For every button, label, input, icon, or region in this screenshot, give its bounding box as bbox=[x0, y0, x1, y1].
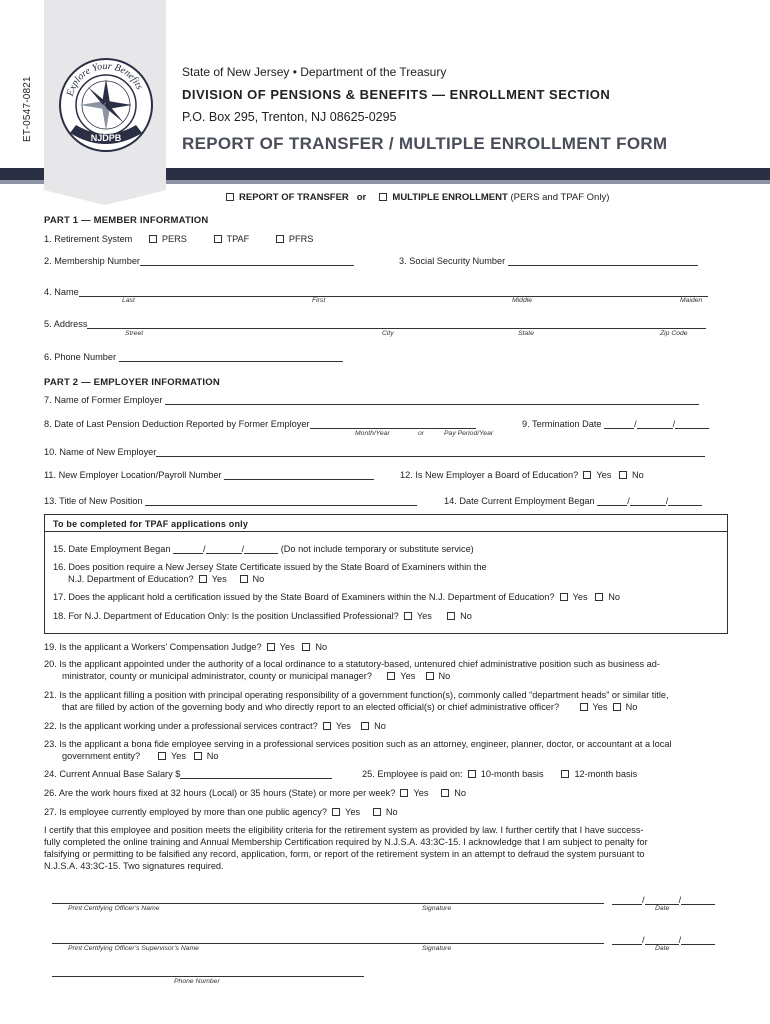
employment-began-month[interactable] bbox=[597, 497, 627, 506]
address-zip-caption: Zip Code bbox=[660, 330, 688, 337]
no-label: No bbox=[374, 721, 386, 731]
no-label: No bbox=[454, 788, 466, 798]
ssn-field[interactable] bbox=[508, 257, 698, 266]
phone-label: 6. Phone Number bbox=[44, 352, 117, 362]
yes-label: Yes bbox=[335, 721, 351, 731]
new-employer-label: 10. Name of New Employer bbox=[44, 447, 157, 457]
yes-label: Yes bbox=[211, 574, 227, 584]
termination-date-year[interactable] bbox=[675, 420, 709, 429]
new-employer-row bbox=[44, 447, 705, 457]
employment-began-row: 14. Date Current Employment Began / / bbox=[444, 496, 702, 506]
employment-began-year[interactable] bbox=[668, 497, 702, 506]
officer-date-caption: Date bbox=[655, 905, 670, 912]
services-contract-label: 22. Is the applicant working under a professional services contract? bbox=[44, 721, 318, 731]
yes-label: Yes bbox=[572, 592, 588, 602]
local-ordinance-label: ministrator, county or municipal administrator, county or municipal manager? bbox=[62, 671, 372, 681]
no-label: No bbox=[315, 642, 328, 652]
state-line: State of New Jersey • Department of the Treasury bbox=[182, 65, 447, 79]
tpaf-employment-began-year[interactable] bbox=[244, 545, 278, 554]
pers-label: PERS bbox=[161, 234, 187, 244]
membership-number-row bbox=[44, 256, 354, 266]
board-of-education-no-checkbox[interactable] bbox=[619, 471, 627, 479]
yes-label: Yes bbox=[171, 751, 187, 761]
multiple-agency-row bbox=[44, 807, 398, 817]
officer-date-year[interactable] bbox=[681, 896, 715, 905]
form-type-choice bbox=[226, 192, 609, 203]
yes-label: Yes bbox=[592, 702, 608, 712]
yes-label: Yes bbox=[279, 642, 295, 652]
multiple-enrollment-note: (PERS and TPAF Only) bbox=[510, 192, 610, 203]
unclassified-professional-no-checkbox[interactable] bbox=[447, 612, 455, 620]
work-hours-yes-checkbox[interactable] bbox=[400, 789, 408, 797]
or-label: or bbox=[356, 192, 367, 203]
no-label: No bbox=[438, 671, 451, 681]
unclassified-professional-label: 18. For N.J. Department of Education Only: Is the position Unclassified Professional? bbox=[53, 611, 399, 621]
employment-began-day[interactable] bbox=[630, 497, 666, 506]
payroll-number-row bbox=[44, 470, 374, 480]
workers-comp-judge-label: 19. Is the applicant a Workers’ Compensation Judge? bbox=[44, 642, 262, 652]
bona-fide-employee-label: government entity? bbox=[62, 751, 141, 761]
payroll-number-label: 11. New Employer Location/Payroll Number bbox=[44, 470, 222, 480]
pay-period-caption: Pay Period/Year bbox=[444, 430, 494, 437]
name-first-caption: First bbox=[312, 297, 326, 304]
pfrs-checkbox[interactable] bbox=[276, 235, 284, 243]
name-middle-caption: Middle bbox=[512, 297, 533, 304]
board-of-education-label: 12. Is New Employer a Board of Education? bbox=[400, 470, 579, 480]
local-ordinance-no-checkbox[interactable] bbox=[426, 672, 434, 680]
department-head-row bbox=[62, 702, 637, 712]
bona-fide-employee-yes-checkbox[interactable] bbox=[158, 752, 166, 760]
local-ordinance-yes-checkbox[interactable] bbox=[387, 672, 395, 680]
former-employer-row bbox=[44, 395, 699, 405]
supervisor-date-row: / / bbox=[612, 935, 715, 945]
supervisor-date-month[interactable] bbox=[612, 936, 642, 945]
pers-checkbox[interactable] bbox=[149, 235, 157, 243]
supervisor-name-field[interactable] bbox=[52, 943, 604, 944]
officer-signature-caption: Signature bbox=[422, 905, 452, 912]
services-contract-row bbox=[44, 721, 386, 731]
name-row bbox=[44, 287, 708, 297]
termination-date-row: 9. Termination Date / / bbox=[522, 419, 709, 429]
phone-number-signature-field[interactable] bbox=[52, 976, 364, 977]
employment-began-label: 14. Date Current Employment Began bbox=[444, 496, 595, 506]
annual-salary-row bbox=[44, 769, 332, 779]
address-city-caption: City bbox=[382, 330, 394, 337]
annual-salary-label: 24. Current Annual Base Salary $ bbox=[44, 769, 181, 779]
twelve-month-label: 12-month basis bbox=[574, 769, 638, 779]
state-certificate-row bbox=[68, 574, 264, 584]
holds-certification-row bbox=[53, 592, 620, 602]
mailing-address: P.O. Box 295, Trenton, NJ 08625-0295 bbox=[182, 110, 397, 124]
workers-comp-judge-yes-checkbox[interactable] bbox=[267, 643, 275, 651]
work-hours-row bbox=[44, 788, 466, 798]
payroll-number-field[interactable] bbox=[224, 471, 374, 480]
phone-field[interactable] bbox=[119, 353, 343, 362]
unclassified-professional-yes-checkbox[interactable] bbox=[404, 612, 412, 620]
certification-statement bbox=[44, 824, 728, 872]
new-position-title-field[interactable] bbox=[145, 497, 417, 506]
former-employer-label: 7. Name of Former Employer bbox=[44, 395, 163, 405]
ten-month-label: 10-month basis bbox=[480, 769, 544, 779]
multiple-agency-no-checkbox[interactable] bbox=[373, 808, 381, 816]
no-label: No bbox=[608, 592, 621, 602]
workers-comp-judge-row bbox=[44, 642, 327, 652]
phone-number-caption: Phone Number bbox=[174, 978, 220, 985]
officer-date-day[interactable] bbox=[645, 896, 679, 905]
new-position-title-label: 13. Title of New Position bbox=[44, 496, 143, 506]
address-label: 5. Address bbox=[44, 319, 88, 329]
tpaf-checkbox[interactable] bbox=[214, 235, 222, 243]
no-label: No bbox=[385, 807, 398, 817]
multiple-enrollment-checkbox[interactable] bbox=[379, 193, 387, 201]
pfrs-label: PFRS bbox=[288, 234, 314, 244]
termination-date-label: 9. Termination Date bbox=[522, 419, 602, 429]
supervisor-date-caption: Date bbox=[655, 945, 670, 952]
no-label: No bbox=[460, 611, 472, 621]
supervisor-name-caption: Print Certifying Officer’s Supervisor’s Name bbox=[68, 945, 199, 952]
yes-label: Yes bbox=[400, 671, 416, 681]
yes-label: Yes bbox=[416, 611, 432, 621]
address-field[interactable] bbox=[87, 320, 706, 329]
form-title: REPORT OF TRANSFER / MULTIPLE ENROLLMENT FORM bbox=[182, 134, 668, 153]
tpaf-employment-began-month[interactable] bbox=[173, 545, 203, 554]
retirement-system-label: 1. Retirement System bbox=[44, 234, 133, 244]
work-hours-label: 26. Are the work hours fixed at 32 hours (Local) or 35 hours (State) or more per week? bbox=[44, 788, 396, 798]
ssn-row bbox=[399, 256, 698, 266]
tpaf-employment-began-row: 15. Date Employment Began / / (Do not include temporary or substitute service) bbox=[53, 544, 474, 554]
address-state-caption: State bbox=[518, 330, 534, 337]
twelve-month-checkbox[interactable] bbox=[561, 770, 569, 778]
tpaf-title: To be completed for TPAF applications only bbox=[53, 519, 249, 529]
month-year-caption: Month/Year bbox=[355, 430, 390, 437]
state-certificate-question: 16. Does position require a New Jersey State Certificate issued by the State Board of Examiners within the bbox=[53, 562, 487, 572]
last-deduction-row bbox=[44, 419, 476, 429]
no-label: No bbox=[632, 470, 644, 480]
paid-basis-label: 25. Employee is paid on: bbox=[362, 769, 463, 779]
holds-certification-label: 17. Does the applicant hold a certification issued by the State Board of Examiners within the N.J. Department of Education? bbox=[53, 592, 555, 602]
membership-number-label: 2. Membership Number bbox=[44, 256, 140, 266]
tpaf-label: TPAF bbox=[226, 234, 250, 244]
services-contract-yes-checkbox[interactable] bbox=[323, 722, 331, 730]
address-row bbox=[44, 319, 706, 329]
unclassified-professional-row bbox=[53, 611, 472, 621]
no-label: No bbox=[252, 574, 265, 584]
svg-text:Explore Your Benefits: Explore Your Benefits bbox=[64, 60, 145, 98]
name-field[interactable] bbox=[79, 288, 708, 297]
report-of-transfer-label: REPORT OF TRANSFER bbox=[239, 192, 349, 203]
department-head-label: that are filled by action of the governing body and who directly report to an elected official(s) or chief administrative officer? bbox=[62, 702, 560, 712]
certification-line: N.J.S.A. 43:3C-15. Two signatures required. bbox=[44, 861, 224, 871]
new-employer-field[interactable] bbox=[156, 448, 705, 457]
report-of-transfer-checkbox[interactable] bbox=[226, 193, 234, 201]
or-caption: or bbox=[418, 430, 425, 437]
officer-date-month[interactable] bbox=[612, 896, 642, 905]
services-contract-no-checkbox[interactable] bbox=[361, 722, 369, 730]
part1-title: PART 1 — MEMBER INFORMATION bbox=[44, 215, 209, 226]
tpaf-employment-began-label: 15. Date Employment Began bbox=[53, 544, 171, 554]
svg-text:NJDPB: NJDPB bbox=[90, 133, 122, 143]
certification-line: I certify that this employee and position meets the eligibility criteria for the retirement system as provided by law. I further certify that I have success- bbox=[44, 825, 644, 835]
local-ordinance-row bbox=[62, 671, 450, 681]
department-head-yes-checkbox[interactable] bbox=[580, 703, 588, 711]
officer-name-caption: Print Certifying Officer’s Name bbox=[68, 905, 160, 912]
officer-date-row: / / bbox=[612, 895, 715, 905]
new-position-title-row bbox=[44, 496, 417, 506]
holds-certification-yes-checkbox[interactable] bbox=[560, 593, 568, 601]
certification-line: fully completed the online training and Annual Membership Certification required by N.J.S.A. 43:3C-15. I acknowledge that I am subject to penalty for bbox=[44, 837, 648, 847]
supervisor-signature-caption: Signature bbox=[422, 945, 452, 952]
ssn-label: 3. Social Security Number bbox=[399, 256, 506, 266]
board-of-education-row bbox=[400, 470, 644, 480]
name-label: 4. Name bbox=[44, 287, 79, 297]
tpaf-employment-began-note: (Do not include temporary or substitute service) bbox=[280, 544, 474, 554]
multiple-agency-label: 27. Is employee currently employed by more than one public agency? bbox=[44, 807, 327, 817]
multiple-agency-yes-checkbox[interactable] bbox=[332, 808, 340, 816]
department-head-question: 21. Is the applicant filling a position with principal operating responsibility of a government function(s), commonly called “department heads” or similar title, bbox=[44, 690, 669, 700]
last-deduction-label: 8. Date of Last Pension Deduction Reported by Former Employer bbox=[44, 419, 310, 429]
annual-salary-field[interactable] bbox=[180, 770, 332, 779]
termination-date-month[interactable] bbox=[604, 420, 634, 429]
state-certificate-label: N.J. Department of Education? bbox=[68, 574, 194, 584]
tpaf-employment-began-day[interactable] bbox=[206, 545, 242, 554]
certification-line: falsifying or permitting to be falsified any record, application, form, or report of the retirement system in an attempt to defraud the system pursuant to bbox=[44, 849, 645, 859]
officer-name-field[interactable] bbox=[52, 903, 604, 904]
header-tab-point bbox=[44, 160, 166, 205]
holds-certification-no-checkbox[interactable] bbox=[595, 593, 603, 601]
retirement-system-row bbox=[44, 234, 313, 244]
work-hours-no-checkbox[interactable] bbox=[441, 789, 449, 797]
board-of-education-yes-checkbox[interactable] bbox=[583, 471, 591, 479]
bona-fide-employee-no-checkbox[interactable] bbox=[194, 752, 202, 760]
phone-row bbox=[44, 352, 343, 362]
workers-comp-judge-no-checkbox[interactable] bbox=[302, 643, 310, 651]
department-head-no-checkbox[interactable] bbox=[613, 703, 621, 711]
bona-fide-employee-row bbox=[62, 751, 218, 761]
state-certificate-yes-checkbox[interactable] bbox=[199, 575, 207, 583]
ten-month-checkbox[interactable] bbox=[468, 770, 476, 778]
last-deduction-field[interactable] bbox=[310, 420, 476, 429]
no-label: No bbox=[625, 702, 638, 712]
state-certificate-no-checkbox[interactable] bbox=[240, 575, 248, 583]
name-maiden-caption: Maiden bbox=[680, 297, 703, 304]
bona-fide-employee-question: 23. Is the applicant a bona fide employee serving in a professional services position such as an attorney, engineer, planner, doctor, or accountant at a local bbox=[44, 739, 672, 749]
termination-date-day[interactable] bbox=[637, 420, 673, 429]
njdpb-logo bbox=[56, 55, 156, 155]
local-ordinance-question: 20. Is the applicant appointed under the authority of a local ordinance to a statutory-based, untenured chief administrative position such as business ad- bbox=[44, 659, 660, 669]
division-title: DIVISION OF PENSIONS & BENEFITS — ENROLLMENT SECTION bbox=[182, 87, 611, 102]
no-label: No bbox=[206, 751, 219, 761]
membership-number-field[interactable] bbox=[140, 257, 354, 266]
yes-label: Yes bbox=[413, 788, 429, 798]
compass-logo-icon bbox=[56, 55, 156, 155]
form-id: ET-0547-0821 bbox=[22, 76, 33, 142]
multiple-enrollment-label: MULTIPLE ENROLLMENT bbox=[392, 192, 508, 203]
name-last-caption: Last bbox=[122, 297, 135, 304]
former-employer-field[interactable] bbox=[165, 396, 699, 405]
yes-label: Yes bbox=[596, 470, 612, 480]
part2-title: PART 2 — EMPLOYER INFORMATION bbox=[44, 377, 220, 388]
supervisor-date-day[interactable] bbox=[645, 936, 679, 945]
paid-basis-row bbox=[362, 769, 637, 779]
address-street-caption: Street bbox=[125, 330, 144, 337]
supervisor-date-year[interactable] bbox=[681, 936, 715, 945]
yes-label: Yes bbox=[345, 807, 361, 817]
